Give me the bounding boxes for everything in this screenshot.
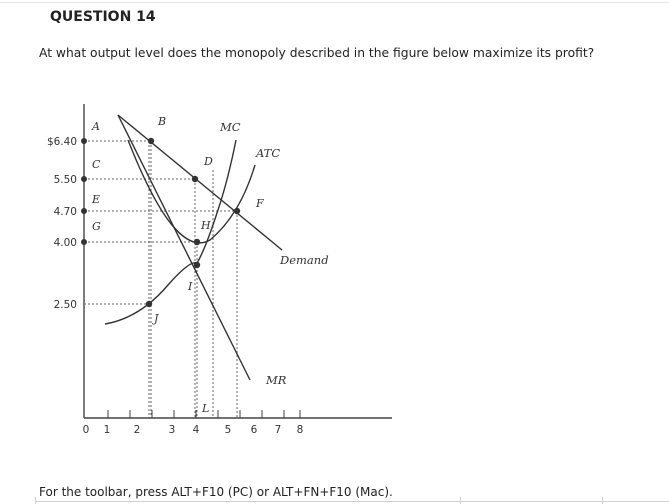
mc-curve [105, 140, 236, 324]
point-label-j: J [154, 312, 159, 325]
atc-label: ATC [256, 146, 281, 160]
point-label-f: F [256, 197, 264, 210]
quantity-label-2: 2 [133, 424, 141, 436]
point-label-g: G [92, 220, 101, 233]
price-label-550: 5.50 [53, 174, 77, 186]
mr-curve [118, 115, 250, 380]
quantity-guides [149, 141, 237, 418]
quantity-label-7: 7 [274, 424, 282, 436]
quantity-label-4: 4 [192, 424, 200, 436]
quantity-label-8: 8 [296, 424, 304, 436]
price-label-470: 4.70 [53, 206, 77, 218]
editor-border-mid [460, 497, 461, 504]
demand-label: Demand [280, 253, 329, 267]
point-label-e: E [92, 193, 101, 206]
point-label-l: L [202, 402, 210, 415]
point-label-b: B [158, 115, 167, 128]
price-label-640: $6.40 [46, 136, 77, 148]
quantity-label-5: 5 [224, 424, 232, 436]
atc-curve [128, 140, 255, 243]
mr-label: MR [266, 373, 287, 387]
editor-border-left [35, 497, 36, 504]
point-label-i: I [188, 280, 193, 293]
point-label-d: D [204, 155, 213, 168]
question-header: QUESTION 14 [50, 9, 156, 25]
demand-curve [118, 115, 282, 250]
mc-label: MC [220, 120, 241, 134]
point-label-a: A [92, 120, 100, 133]
point-label-h: H [201, 219, 211, 232]
editor-border [35, 501, 669, 502]
question-prompt: At what output level does the monopoly described in the figure below maximize its profit? [39, 46, 595, 60]
quantity-label-6: 6 [250, 424, 258, 436]
editor-border-right [602, 497, 603, 504]
toolbar-hint: For the toolbar, press ALT+F10 (PC) or ALT+FN+F10 (Mac). [39, 485, 393, 499]
price-label-250: 2.50 [53, 299, 77, 311]
quantity-label-3: 3 [168, 424, 176, 436]
point-label-c: C [92, 158, 101, 171]
quantity-label-0: 0 [82, 424, 90, 436]
quantity-label-1: 1 [103, 424, 111, 436]
price-label-400: 4.00 [53, 237, 77, 249]
